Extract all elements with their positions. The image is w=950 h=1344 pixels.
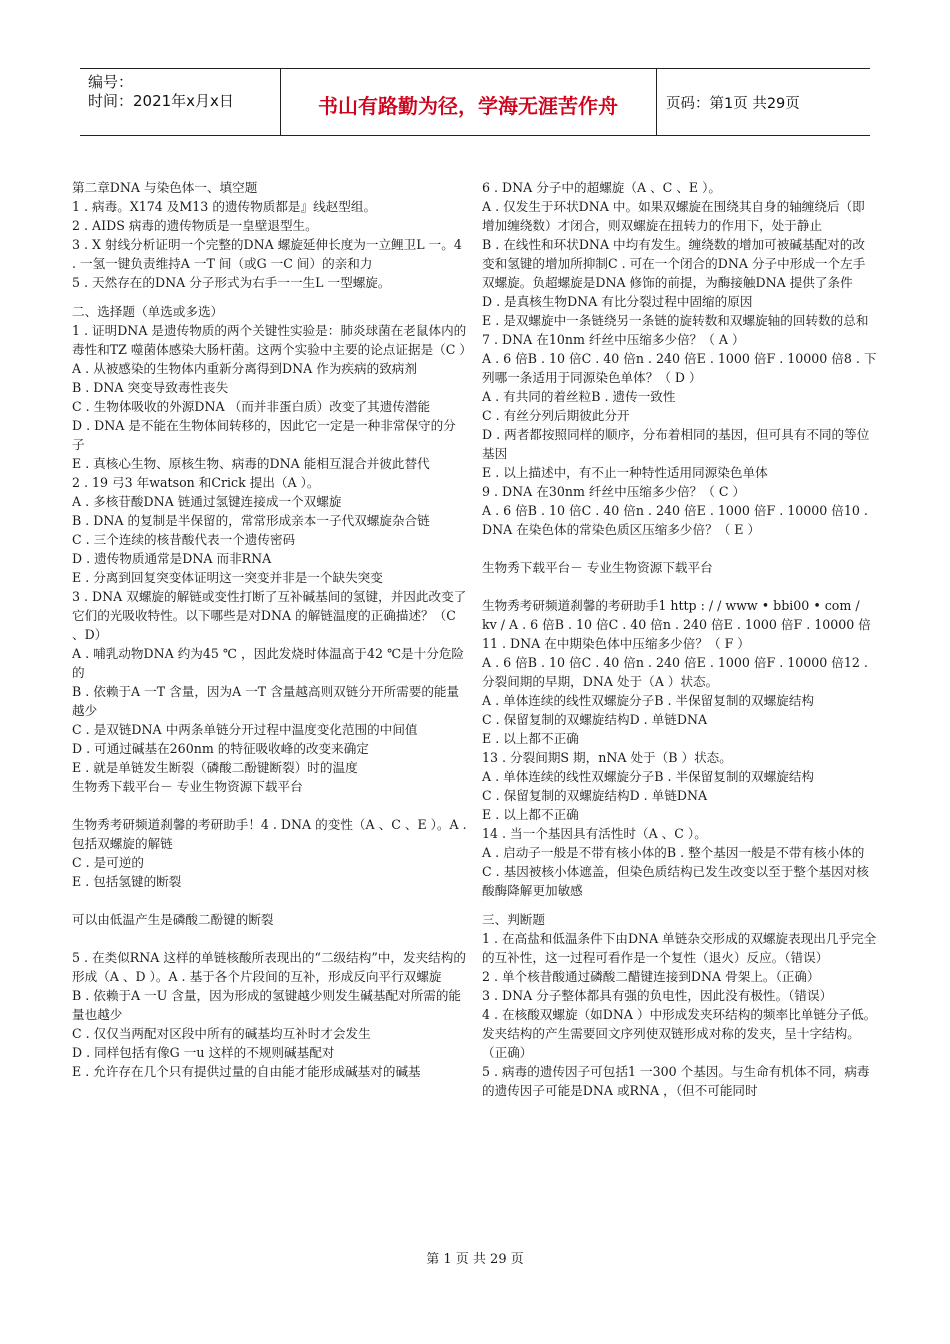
text-line: A . 启动子一般是不带有核小体的B . 整个基因一般是不带有核小体的	[482, 845, 865, 860]
header-motto: 书山有路勤为径，学海无涯苦作舟	[318, 94, 618, 118]
text-line: E . 以上都不正确	[482, 731, 579, 746]
text-line: 13 . 分裂间期S 期，nNA 处于（B ）状态。	[482, 750, 732, 765]
text-line: 1 . 在高盐和低温条件下由DNA 单链杂交形成的双螺旋表现出几乎完全的互补性，这一过程可看作是一个复性（退火）反应。（错误）	[482, 931, 877, 965]
text-line: 第二章DNA 与染色体一、填空题	[72, 180, 258, 195]
header-divider	[656, 68, 657, 136]
text-line: A . 单体连续的线性双螺旋分子B . 半保留复制的双螺旋结构	[482, 769, 815, 784]
text-line: A . 6 倍B . 10 倍C . 40 倍n . 240 倍E . 1000 倍F . 10000 倍10 . DNA 在染色体的常染色质区压缩多少倍？（ E ）	[482, 503, 868, 537]
text-line: B . 依赖于A 一U 含量，因为形成的氢键越少则发生碱基配对所需的能量也越少	[72, 988, 462, 1022]
text-line: A . 从被感染的生物体内重新分离得到DNA 作为疾病的致病剂	[72, 361, 417, 376]
header-meta	[88, 73, 234, 111]
text-line: 二、选择题（单选或多选）	[72, 304, 224, 319]
spacer	[72, 891, 467, 910]
text-line: A . 6 倍B . 10 倍C . 40 倍n . 240 倍E . 1000 倍F . 10000 倍12 . 分裂间期的早期，DNA 处于（A ）状态。	[482, 655, 868, 689]
text-line: 1 . 病毒。X174 及M13 的遗传物质都是』线赵型组。	[72, 199, 377, 214]
text-line: A . 多核苷酸DNA 链通过氢键连接成一个双螺旋	[72, 494, 342, 509]
text-line: C . 保留复制的双螺旋结构D . 单链DNA	[482, 788, 708, 803]
text-line: D . 同样包括有像G 一u 这样的不规则碱基配对	[72, 1045, 335, 1060]
text-line: E . 分离到回复突变体证明这一突变并非是一个缺失突变	[72, 570, 383, 585]
text-line: 14 . 当一个基因具有活性时（A 、C ）。	[482, 826, 707, 841]
text-line: 7 . DNA 在10nm 纤丝中压缩多少倍？（ A ）	[482, 332, 745, 347]
text-line: 生物秀考研频道刹馨的考研助手！4 . DNA 的变性（A 、C 、E ）。A . 包括双螺旋的解链	[72, 817, 467, 851]
text-line: 6 . DNA 分子中的超螺旋（A 、C 、E ）。	[482, 180, 721, 195]
page-footer: 第 1 页 共 29 页	[426, 1252, 524, 1267]
text-line: 三、判断题	[482, 912, 545, 927]
spacer	[482, 539, 877, 558]
text-line: C . 生物体吸收的外源DNA （而并非蛋白质）改变了其遗传潜能	[72, 399, 431, 414]
text-line: D . DNA 是不能在生物体间转移的，因此它一定是一种非常保守的分子	[72, 418, 456, 452]
text-line: C . 仅仅当两配对区段中所有的碱基均互补时才会发生	[72, 1026, 371, 1041]
text-line: B . DNA 的复制是半保留的，常常形成亲本一子代双螺旋杂合链	[72, 513, 430, 528]
header-date: 时间：2021年x月x日	[88, 92, 234, 110]
text-line: C . 有丝分列后期彼此分开	[482, 408, 630, 423]
text-line: 生物秀下载平台－ 专业生物资源下载平台	[72, 779, 303, 794]
text-line: 1 . 证明DNA 是遗传物质的两个关键性实验是：肺炎球菌在老鼠体内的毒性和TZ 噬菌体感染大肠杆菌。这两个实验中主要的论点证据是（C ）	[72, 323, 473, 357]
text-line: B . 在线性和环状DNA 中均有发生。缠绕数的增加可被碱基配对的改变和氢键的增加所抑制C . 可在一个闭合的DNA 分子中形成一个左手双螺旋。负超螺旋是DNA 修饰的前提，为酶接触DNA 提供了条件	[482, 237, 866, 290]
spacer	[72, 929, 467, 948]
text-line: C . 是双链DNA 中两条单链分开过程中温度变化范围的中间值	[72, 722, 418, 737]
text-line: 2 . AIDS 病毒的遗传物质是一皇壁退型生。	[72, 218, 318, 233]
text-line: A . 仅发生于环状DNA 中。如果双螺旋在围绕其自身的轴缠绕后（即增加缠绕数）才闭合，则双螺旋在扭转力的作用下，处于静止	[482, 199, 865, 233]
spacer	[72, 796, 467, 815]
text-line: E . 就是单链发生断裂（磷酸二酚键断裂）时的温度	[72, 760, 358, 775]
text-line: 生物秀考研频道刹馨的考研助手1 http : / / www • bbi00 • com / kv / A . 6 倍B . 10 倍C . 40 倍n . 240 倍E . 1000 倍F . 10000 倍11 . DNA 在中期染色体中压缩多少倍？（ F ）	[482, 598, 871, 651]
header-page-number: 页码：第1页 共29页	[666, 96, 800, 112]
header-number: 编号：	[88, 73, 134, 91]
text-line: 生物秀下载平台－ 专业生物资源下载平台	[482, 560, 713, 575]
text-line: 5 . 在类似RNA 这样的单链核酸所表现出的“二级结构”中，发夹结构的形成（A 、D ）。A . 基于各个片段间的互补，形成反向平行双螺旋	[72, 950, 466, 984]
spacer	[482, 900, 877, 910]
text-line: E . 以上描述中，有不止一种特性适用同源染色单体	[482, 465, 768, 480]
header-top-rule	[80, 68, 870, 69]
text-line: A . 哺乳动物DNA 约为45 ℃ ，因此发烧时体温高于42 ℃是十分危险的	[72, 646, 465, 680]
text-line: A . 单体连续的线性双螺旋分子B . 半保留复制的双螺旋结构	[482, 693, 815, 708]
text-line: D . 是真核生物DNA 有比分裂过程中固缩的原因	[482, 294, 753, 309]
text-line: C . 保留复制的双螺旋结构D . 单链DNA	[482, 712, 708, 727]
text-line: 3 . DNA 双螺旋的解链或变性打断了互补碱基间的氢键，并因此改变了它们的光吸收特性。以下哪些是对DNA 的解链温度的正确描述？（C 、D）	[72, 589, 467, 642]
text-line: A . 有共同的着丝粒B . 遗传一致性	[482, 389, 676, 404]
text-line: E . 以上都不正确	[482, 807, 579, 822]
text-line: D . 可通过碱基在260nm 的特征吸收峰的改变来确定	[72, 741, 369, 756]
text-line: E . 允许存在几个只有提供过量的自由能才能形成碱基对的碱基	[72, 1064, 421, 1079]
text-line: 3 . DNA 分子整体都具有强的负电性，因此没有极性。（错误）	[482, 988, 833, 1003]
text-line: 5 . 病毒的遗传因子可包括1 一300 个基因。与生命有机体不同，病毒的遗传因子可能是DNA 或RNA ，（但不可能同时	[482, 1064, 870, 1098]
text-line: 3 . X 射线分析证明一个完整的DNA 螺旋延伸长度为一立鲤卫L 一。4 . 一氢一键负责维持A 一T 间（或G 一C 间）的亲和力	[72, 237, 462, 271]
text-line: C . 基因被核小体遮盖，但染色质结构已发生改变以至于整个基因对核酸酶降解更加敏感	[482, 864, 869, 898]
text-line: 2 . 单个核昔酸通过磷酸二醋键连接到DNA 骨架上。（正确）	[482, 969, 820, 984]
right-column	[482, 178, 877, 1100]
text-line: D . 两者都按照同样的顺序，分布着相同的基因，但可具有不同的等位基因	[482, 427, 870, 461]
text-line: B . 依赖于A 一T 含量，因为A 一T 含量越高则双链分开所需要的能量越少	[72, 684, 460, 718]
text-line: 9 . DNA 在30nm 纤丝中压缩多少倍？（ C ）	[482, 484, 746, 499]
text-line: 5 . 天然存在的DNA 分子形式为右手一一生L 一型螺旋。	[72, 275, 391, 290]
spacer	[482, 577, 877, 596]
text-line: B . DNA 突变导致毒性丧失	[72, 380, 229, 395]
text-line: D . 遗传物质通常是DNA 而非RNA	[72, 551, 272, 566]
page-header	[80, 68, 870, 136]
text-line: C . 是可逆的	[72, 855, 145, 870]
text-line: C . 三个连续的核昔酸代表一个遗传密码	[72, 532, 296, 547]
header-bottom-rule	[80, 135, 870, 136]
text-line: 可以由低温产生是磷酸二酚键的断裂	[72, 912, 274, 927]
left-column	[72, 178, 473, 1081]
text-line: 2 . 19 弓3 年watson 和Crick 提出（A ）。	[72, 475, 320, 490]
spacer	[72, 292, 467, 302]
text-line: E . 包括氢键的断裂	[72, 874, 182, 889]
text-line: 4 . 在核酸双螺旋（如DNA ）中形成发夹环结构的频率比单链分子低。发夹结构的产生需要回文序列使双链形成对称的发夹，呈十字结构。（正确）	[482, 1007, 877, 1060]
text-line: E . 是双螺旋中一条链绕另一条链的旋转数和双螺旋轴的回转数的总和	[482, 313, 869, 328]
text-line: E . 真核心生物、原核生物、病毒的DNA 能相互混合并彼此替代	[72, 456, 430, 471]
text-line: A . 6 倍B . 10 倍C . 40 倍n . 240 倍E . 1000 倍F . 10000 倍8 . 下列哪一条适用于同源染色单体？（ D ）	[482, 351, 877, 385]
